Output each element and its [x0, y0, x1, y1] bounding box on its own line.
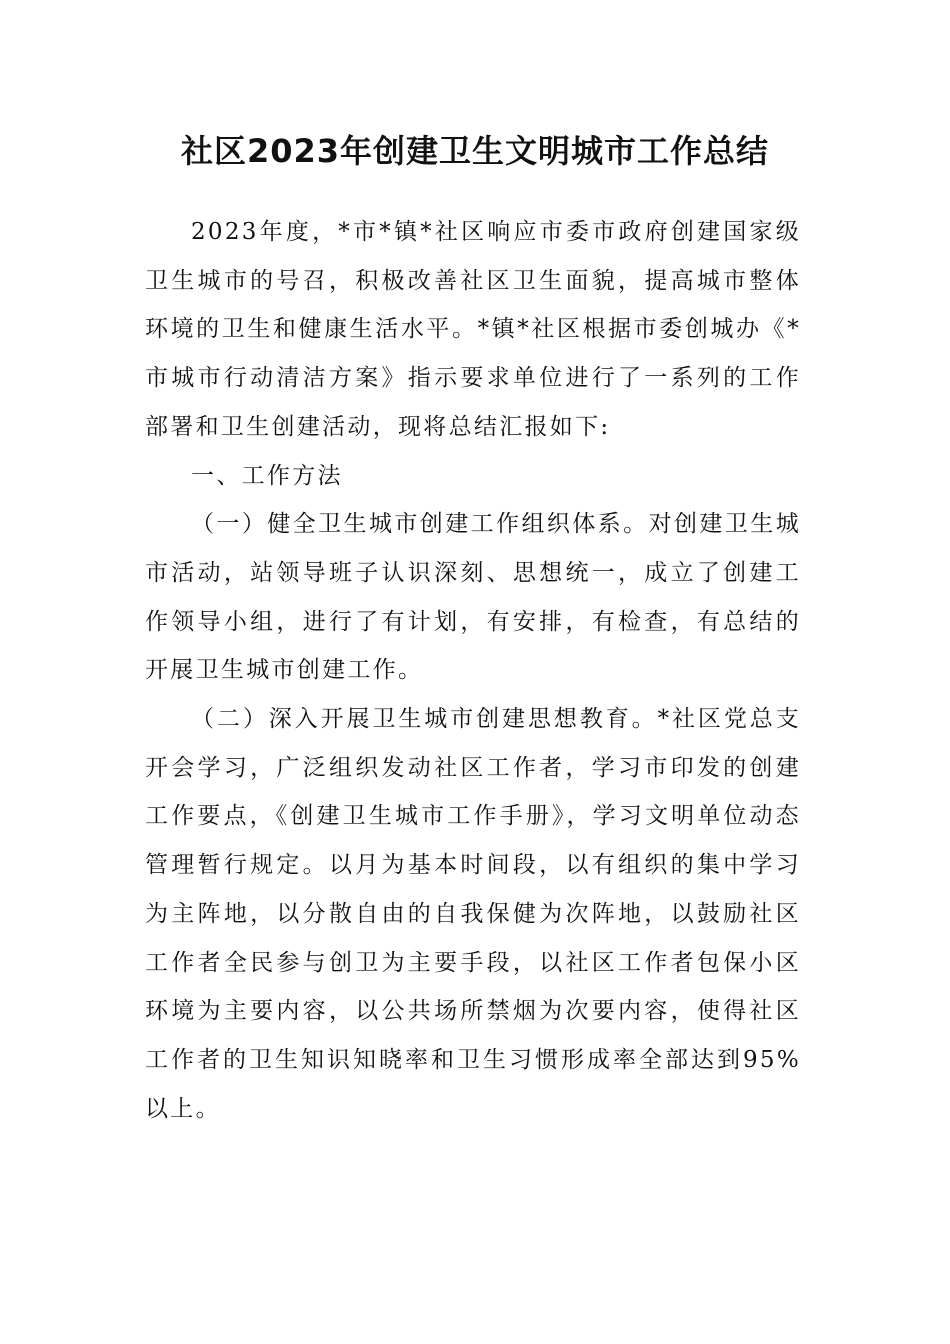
paragraph-organization: （一）健全卫生城市创建工作组织体系。对创建卫生城市活动，站领导班子认识深刻、思想统一，成立了创建工作领导小组，进行了有计划，有安排，有检查，有总结的开展卫生城市创建工作。 [145, 511, 801, 684]
section-heading-methods: 一、工作方法 [191, 462, 343, 489]
document-title: 社区2023年创建卫生文明城市工作总结 [180, 132, 770, 170]
paragraph-education: （二）深入开展卫生城市创建思想教育。*社区党总支开会学习，广泛组织发动社区工作者，学习市印发的创建工作要点，《创建卫生城市工作手册》，学习文明单位动态管理暂行规定。以月为基本时间段，以有组织的集中学习为主阵地，以分散自由的自我保健为次阵地，以鼓励社区工作者全民参与创卫为主要手段，以社区工作者包保小区环境为主要内容，以公共场所禁烟为次要内容，使得社区工作者的卫生知识知晓率和卫生习惯形成率全部达到95%以上。 [145, 706, 801, 1122]
document-body [145, 208, 801, 1133]
intro-paragraph: 2023年度，*市*镇*社区响应市委市政府创建国家级卫生城市的号召，积极改善社区卫生面貌，提高城市整体环境的卫生和健康生活水平。*镇*社区根据市委创城办《*市城市行动清洁方案》指示要求单位进行了一系列的工作部署和卫生创建活动，现将总结汇报如下: [145, 219, 801, 440]
